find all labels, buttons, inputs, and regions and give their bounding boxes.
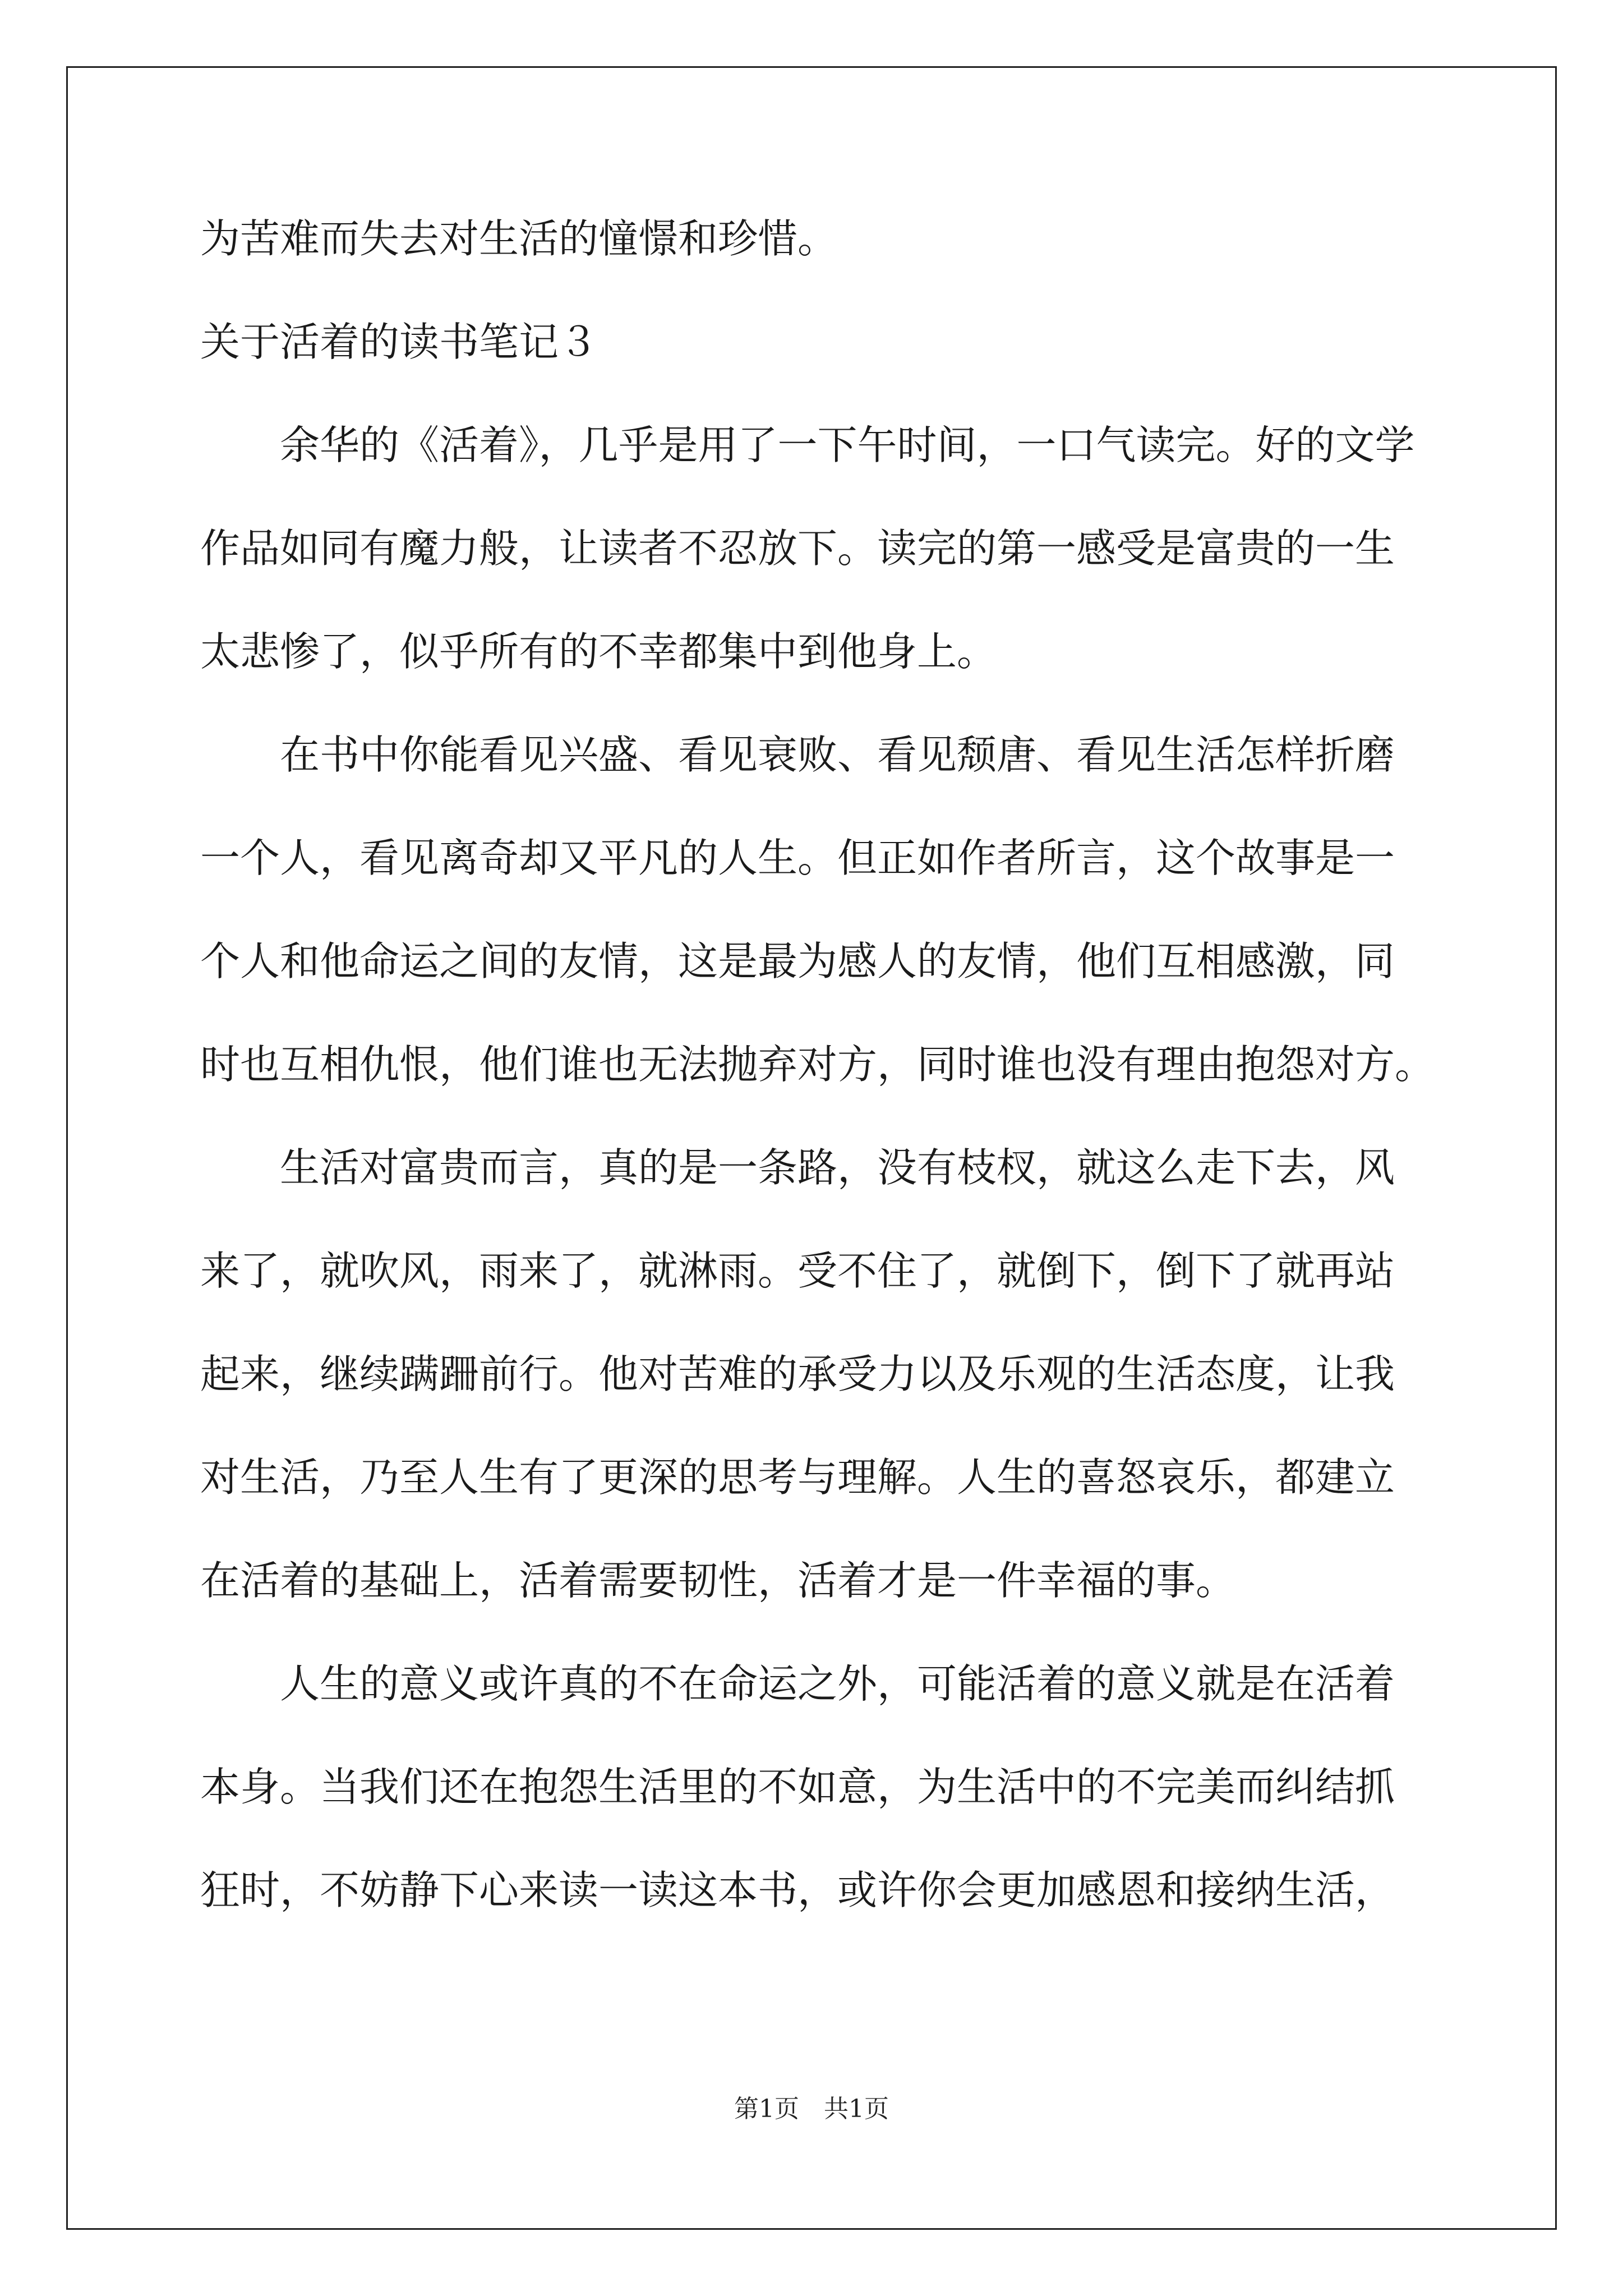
paragraph-line: 人生的意义或许真的不在命运之外，可能活着的意义就是在活着 (280, 1660, 1395, 1707)
paragraph-line: 太悲惨了，似乎所有的不幸都集中到他身上。 (200, 628, 997, 675)
paragraph-line: 狂时，不妨静下心来读一读这本书，或许你会更加感恩和接纳生活， (200, 1867, 1395, 1913)
paragraph-line: 本身。当我们还在抱怨生活里的不如意，为生活中的不完美而纠结抓 (200, 1764, 1395, 1810)
paragraph-line: 来了，就吹风，雨来了，就淋雨。受不住了，就倒下，倒下了就再站 (200, 1248, 1395, 1294)
paragraph-line: 时也互相仇恨，他们谁也无法抛弃对方，同时谁也没有理由抱怨对方。 (200, 1041, 1435, 1088)
paragraph-line: 余华的《活着》，几乎是用了一下午时间，一口气读完。好的文学 (280, 422, 1415, 468)
paragraph-line: 生活对富贵而言，真的是一条路，没有枝杈，就这么走下去，风 (280, 1144, 1395, 1191)
paragraph-line: 个人和他命运之间的友情，这是最为感人的友情，他们互相感激，同 (200, 938, 1395, 984)
paragraph-line: 作品如同有魔力般，让读者不忍放下。读完的第一感受是富贵的一生 (200, 525, 1395, 572)
paragraph-line: 起来，继续蹒跚前行。他对苦难的承受力以及乐观的生活态度，让我 (200, 1351, 1395, 1397)
section-heading: 关于活着的读书笔记３ (200, 319, 599, 365)
text-line: 为苦难而失去对生活的憧憬和珍惜。 (200, 215, 838, 262)
paragraph-line: 在书中你能看见兴盛、看见衰败、看见颓唐、看见生活怎样折磨 (280, 731, 1395, 778)
paragraph-line: 对生活，乃至人生有了更深的思考与理解。人生的喜怒哀乐，都建立 (200, 1454, 1395, 1501)
paragraph-line: 一个人，看见离奇却又平凡的人生。但正如作者所言，这个故事是一 (200, 835, 1395, 881)
page-number-footer: 第1页 共1页 (734, 2095, 889, 2123)
paragraph-line: 在活着的基础上，活着需要韧性，活着才是一件幸福的事。 (200, 1557, 1236, 1604)
